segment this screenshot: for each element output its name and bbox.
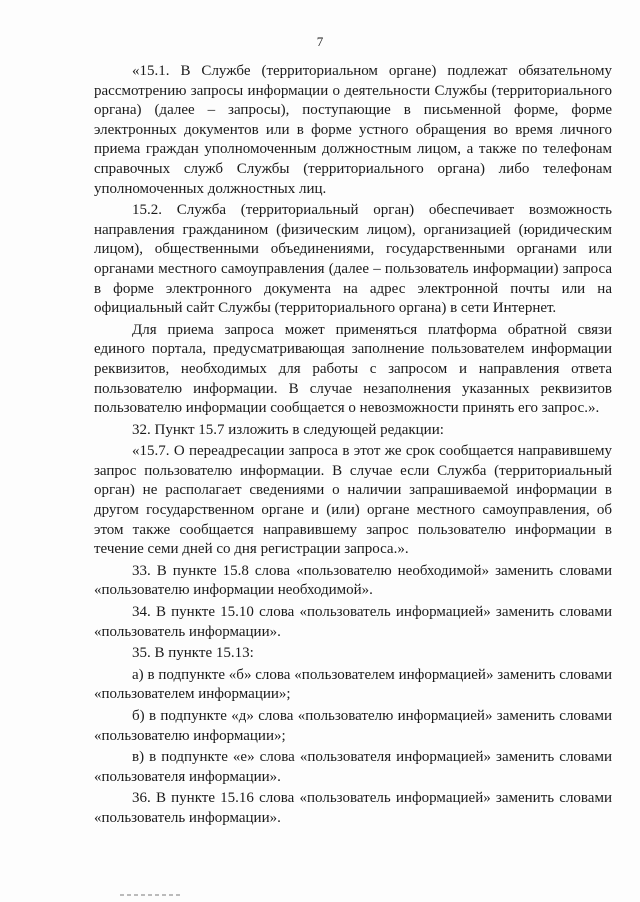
paragraph-34: 34. В пункте 15.10 слова «пользователь информацией» заменить словами «пользователь информации».	[94, 604, 612, 640]
paragraph-33: 33. В пункте 15.8 слова «пользователю необходимой» заменить словами «пользователю информации необходимой».	[94, 562, 612, 599]
paragraph-15-1: «15.1. В Службе (территориальном органе) подлежат обязательному рассмотрению запросы информации о деятельности Службы (территориального органа) (далее – запросы), поступающие в письменной форме, форме электронных документов или в форме устного обращения во время личного приема граждан уполномоченным должностным лицом, а также по телефонам справочных служб Службы (территориального органа) либо телефонам уполномоченных должностных лиц.	[94, 63, 612, 197]
paragraph-feedback-platform: Для приема запроса может применяться платформа обратной связи единого портала, предусматривающая заполнение пользователем информации реквизитов, необходимых для работы с запросом и направления ответа пользователю информации. В случае незаполнения указанных реквизитов пользователю информации сообщается о невозможности принять его запрос.».	[94, 321, 612, 417]
paragraph-35-a: а) в подпункте «б» слова «пользователем информацией» заменить словами «пользователем информации»;	[94, 666, 612, 703]
scan-artifact	[120, 894, 180, 896]
paragraph-36: 36. В пункте 15.16 слова «пользователь информацией» заменить словами «пользователь информации».	[94, 790, 612, 826]
paragraph-35-b: б) в подпункте «д» слова «пользователю информацией» заменить словами «пользователю информации»;	[94, 708, 612, 744]
page-number: 7	[316, 34, 324, 49]
paragraph-15-7: «15.7. О переадресации запроса в этот же срок сообщается направившему запрос пользователю информации. В случае если Служба (территориальный орган) не располагает сведениями о наличии запрашиваемой информации в другом государственном органе и (или) органе местного самоуправления, об этом также сообщается направившему запрос пользователю информации в течение семи дней со дня регистрации запроса.».	[94, 443, 612, 558]
paragraph-35: 35. В пункте 15.13:	[132, 645, 254, 662]
paragraph-15-2: 15.2. Служба (территориальный орган) обеспечивает возможность направления гражданином (физическим лицом), организацией (юридическим лицом), общественными объединениями, государственными органами или органами местного самоуправления (далее – пользователь информации) запроса в форме электронного документа на адрес электронной почты или на официальный сайт Службы (территориального органа) в сети Интернет.	[94, 202, 612, 317]
paragraph-32: 32. Пункт 15.7 изложить в следующей редакции:	[132, 421, 444, 438]
document-body	[94, 62, 612, 829]
paragraph-35-v: в) в подпункте «е» слова «пользователя информацией» заменить словами «пользователя информации».	[94, 749, 612, 785]
